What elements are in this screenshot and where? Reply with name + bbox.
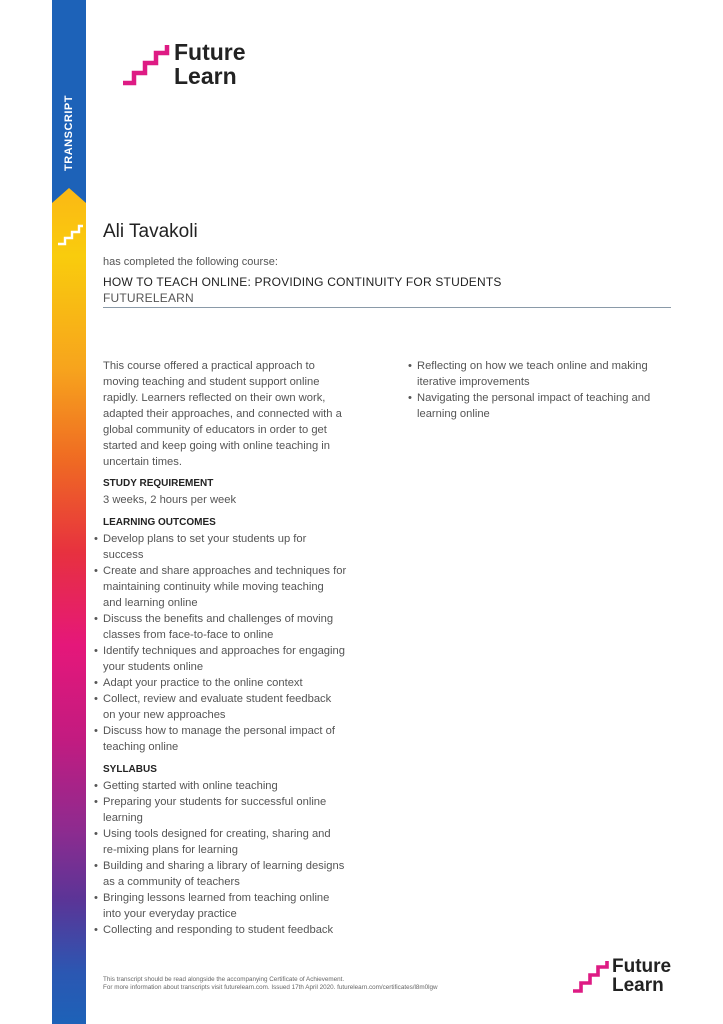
syllabus-item-line: into your everyday practice	[103, 908, 237, 920]
learning-outcomes-heading: LEARNING OUTCOMES	[103, 517, 216, 528]
learning-outcome-item-line: maintaining continuity while moving teaching	[103, 581, 324, 593]
course-provider: FUTURELEARN	[103, 291, 194, 305]
footer-line-2: For more information about transcripts visit futurelearn.com. Issued 17th April 2020. futurelearn.com/certificates/l8m0lgw	[103, 984, 438, 991]
syllabus-item-line: • Building and sharing a library of learning designs	[103, 860, 345, 872]
learning-outcome-item-line: • Develop plans to set your students up for	[103, 533, 307, 545]
syllabus-item	[94, 890, 365, 922]
syllabus-item	[408, 390, 678, 422]
learning-outcome-item	[94, 611, 365, 643]
syllabus-heading: SYLLABUS	[103, 764, 157, 775]
study-requirement-heading: STUDY REQUIREMENT	[103, 478, 214, 489]
syllabus-item-line: • Bringing lessons learned from teaching online	[103, 892, 330, 904]
stairs-icon	[56, 224, 84, 248]
logo-line-learn: Learn	[174, 63, 237, 89]
learning-outcome-item-line: • Discuss the benefits and challenges of moving	[103, 613, 334, 625]
footer-logo-line-future: Future	[612, 956, 672, 977]
transcript-ribbon-label: TRANSCRIPT	[63, 95, 75, 171]
description-line: adapted their approaches, and connected with a	[103, 408, 342, 420]
learning-outcome-item-line: and learning online	[103, 597, 198, 609]
syllabus-item-line: • Using tools designed for creating, sharing and	[103, 828, 331, 840]
learning-outcome-item-line: • Collect, review and evaluate student feedback	[103, 693, 332, 705]
learning-outcome-item-line: teaching online	[103, 741, 179, 753]
futurelearn-logo-text	[174, 41, 246, 88]
syllabus-item-line: learning online	[417, 408, 490, 420]
futurelearn-footer-logo-icon	[571, 958, 611, 994]
left-column	[103, 358, 365, 945]
syllabus-item-line: • Getting started with online teaching	[103, 780, 278, 792]
syllabus-item-line: learning	[103, 812, 143, 824]
completed-text: has completed the following course:	[103, 256, 278, 268]
syllabus-item-line: • Collecting and responding to student feedback	[103, 924, 334, 936]
header-divider	[103, 307, 671, 308]
description-line: moving teaching and student support online	[103, 376, 320, 388]
syllabus-item	[94, 794, 365, 826]
learning-outcome-item	[94, 723, 365, 755]
learning-outcomes-list	[94, 531, 365, 755]
footer-note	[103, 976, 438, 992]
syllabus-list-continued	[408, 358, 678, 422]
right-column	[408, 358, 678, 429]
syllabus-item-line: • Navigating the personal impact of teaching and	[417, 392, 651, 404]
syllabus-list	[94, 778, 365, 938]
description-line: uncertain times.	[103, 456, 182, 468]
syllabus-item	[408, 358, 678, 390]
study-requirement-value: 3 weeks, 2 hours per week	[103, 494, 237, 506]
description-line: rapidly. Learners reflected on their own work,	[103, 392, 326, 404]
learning-outcome-item	[94, 691, 365, 723]
learning-outcome-item-line: classes from face-to-face to online	[103, 629, 274, 641]
syllabus-item-line: • Preparing your students for successful online	[103, 796, 327, 808]
syllabus-item-line: re-mixing plans for learning	[103, 844, 238, 856]
learning-outcome-item-line: • Identify techniques and approaches for engaging	[103, 645, 345, 657]
learning-outcome-item-line: success	[103, 549, 144, 561]
learning-outcome-item-line: on your new approaches	[103, 709, 226, 721]
syllabus-item	[94, 922, 365, 938]
syllabus-item	[94, 778, 365, 794]
description-line: started and keep going with online teaching in	[103, 440, 331, 452]
description-line: global community of educators in order to get	[103, 424, 327, 436]
syllabus-item-line: • Reflecting on how we teach online and making	[417, 360, 648, 372]
learning-outcome-item-line: • Discuss how to manage the personal impact of	[103, 725, 335, 737]
course-title: HOW TO TEACH ONLINE: PROVIDING CONTINUITY FOR STUDENTS	[103, 275, 502, 289]
logo-line-future: Future	[174, 39, 246, 65]
learning-outcome-item-line: • Create and share approaches and techniques for	[103, 565, 347, 577]
learning-outcome-item	[94, 675, 365, 691]
syllabus-item-line: as a community of teachers	[103, 876, 240, 888]
footer-logo-line-learn: Learn	[612, 975, 664, 996]
syllabus-item-line: iterative improvements	[417, 376, 530, 388]
learning-outcome-item	[94, 643, 365, 675]
learning-outcome-item	[94, 531, 365, 563]
futurelearn-footer-logo-text	[612, 957, 671, 995]
course-description	[103, 358, 365, 470]
footer-line-1: This transcript should be read alongside the accompanying Certificate of Achievement.	[103, 976, 345, 983]
learning-outcome-item-line: • Adapt your practice to the online context	[103, 677, 303, 689]
description-line: This course offered a practical approach to	[103, 360, 315, 372]
learning-outcome-item-line: your students online	[103, 661, 204, 673]
learner-name: Ali Tavakoli	[103, 221, 198, 242]
learning-outcome-item	[94, 563, 365, 611]
futurelearn-logo-icon	[121, 42, 171, 86]
syllabus-item	[94, 858, 365, 890]
syllabus-item	[94, 826, 365, 858]
